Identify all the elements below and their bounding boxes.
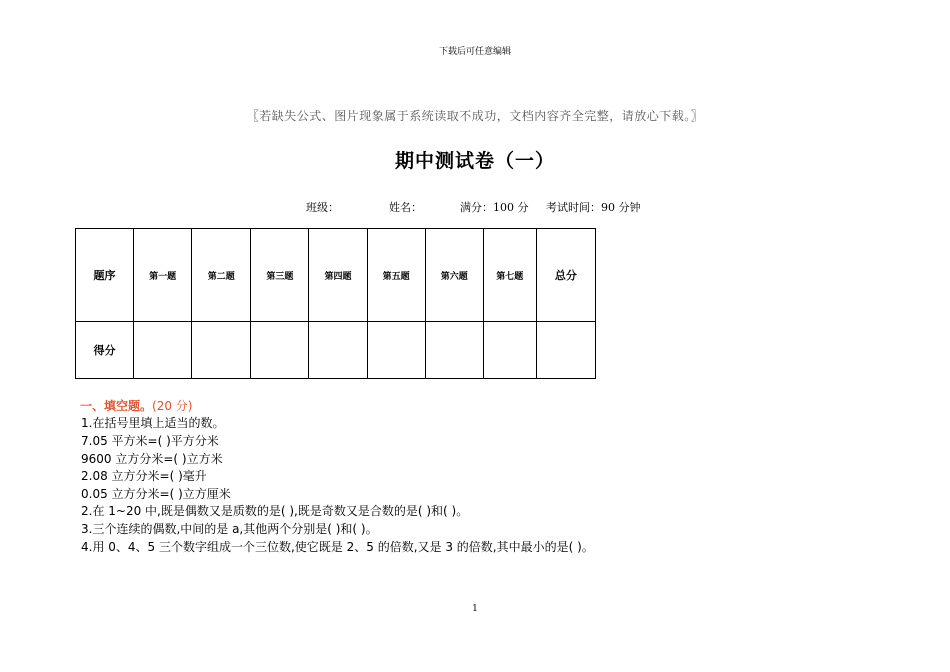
score-cell[interactable] — [425, 322, 483, 379]
section-heading — [80, 397, 192, 414]
question-line: 7.05 平方米=( )平方分米 — [81, 434, 219, 448]
question-line: 1.在括号里填上适当的数。 — [81, 416, 225, 430]
header-cell-q7: 第七题 — [483, 229, 536, 322]
exam-title: 期中测试卷（一） — [394, 150, 555, 172]
table-row — [76, 229, 596, 322]
question-line: 9600 立方分米=( )立方米 — [81, 452, 223, 466]
score-cell[interactable] — [483, 322, 536, 379]
section-title: 一、填空题。 — [80, 399, 153, 413]
missing-content-notice: 〖若缺失公式、图片现象属于系统读取不成功，文档内容齐全完整，请放心下载。〗 — [246, 109, 704, 123]
header-cell-q5: 第五题 — [367, 229, 425, 322]
full-score: 满分：100 分 — [460, 201, 529, 214]
header-cell-q2: 第二题 — [192, 229, 251, 322]
table-row — [76, 322, 596, 379]
section-points: (20 分) — [152, 399, 193, 413]
score-cell[interactable] — [536, 322, 595, 379]
question-line: 2.在 1~20 中,既是偶数又是质数的是( ),既是奇数又是合数的是( )和( )。 — [81, 504, 469, 518]
question-line: 2.08 立方分米=( )毫升 — [81, 469, 207, 483]
header-cell-q6: 第六题 — [425, 229, 483, 322]
class-label: 班级： — [306, 201, 339, 214]
score-cell[interactable] — [309, 322, 367, 379]
exam-time: 考试时间：90 分钟 — [546, 201, 641, 214]
page-number: 1 — [472, 604, 478, 614]
question-line: 3.三个连续的偶数,中间的是 a,其他两个分别是( )和( )。 — [81, 522, 378, 536]
score-cell[interactable] — [251, 322, 309, 379]
header-cell-total: 总分 — [536, 229, 595, 322]
score-row-label: 得分 — [76, 322, 134, 379]
header-cell-q4: 第四题 — [309, 229, 367, 322]
header-cell-order: 题序 — [76, 229, 134, 322]
header-note: 下载后可任意编辑 — [438, 47, 511, 57]
score-cell[interactable] — [367, 322, 425, 379]
header-cell-q1: 第一题 — [134, 229, 192, 322]
header-cell-q3: 第三题 — [251, 229, 309, 322]
score-cell[interactable] — [192, 322, 251, 379]
question-line: 4.用 0、4、5 三个数字组成一个三位数,使它既是 2、5 的倍数,又是 3 的倍数,其中最小的是( )。 — [81, 540, 594, 554]
score-table — [75, 228, 596, 379]
question-line: 0.05 立方分米=( )立方厘米 — [81, 487, 231, 501]
name-label: 姓名： — [389, 201, 422, 214]
score-cell[interactable] — [134, 322, 192, 379]
